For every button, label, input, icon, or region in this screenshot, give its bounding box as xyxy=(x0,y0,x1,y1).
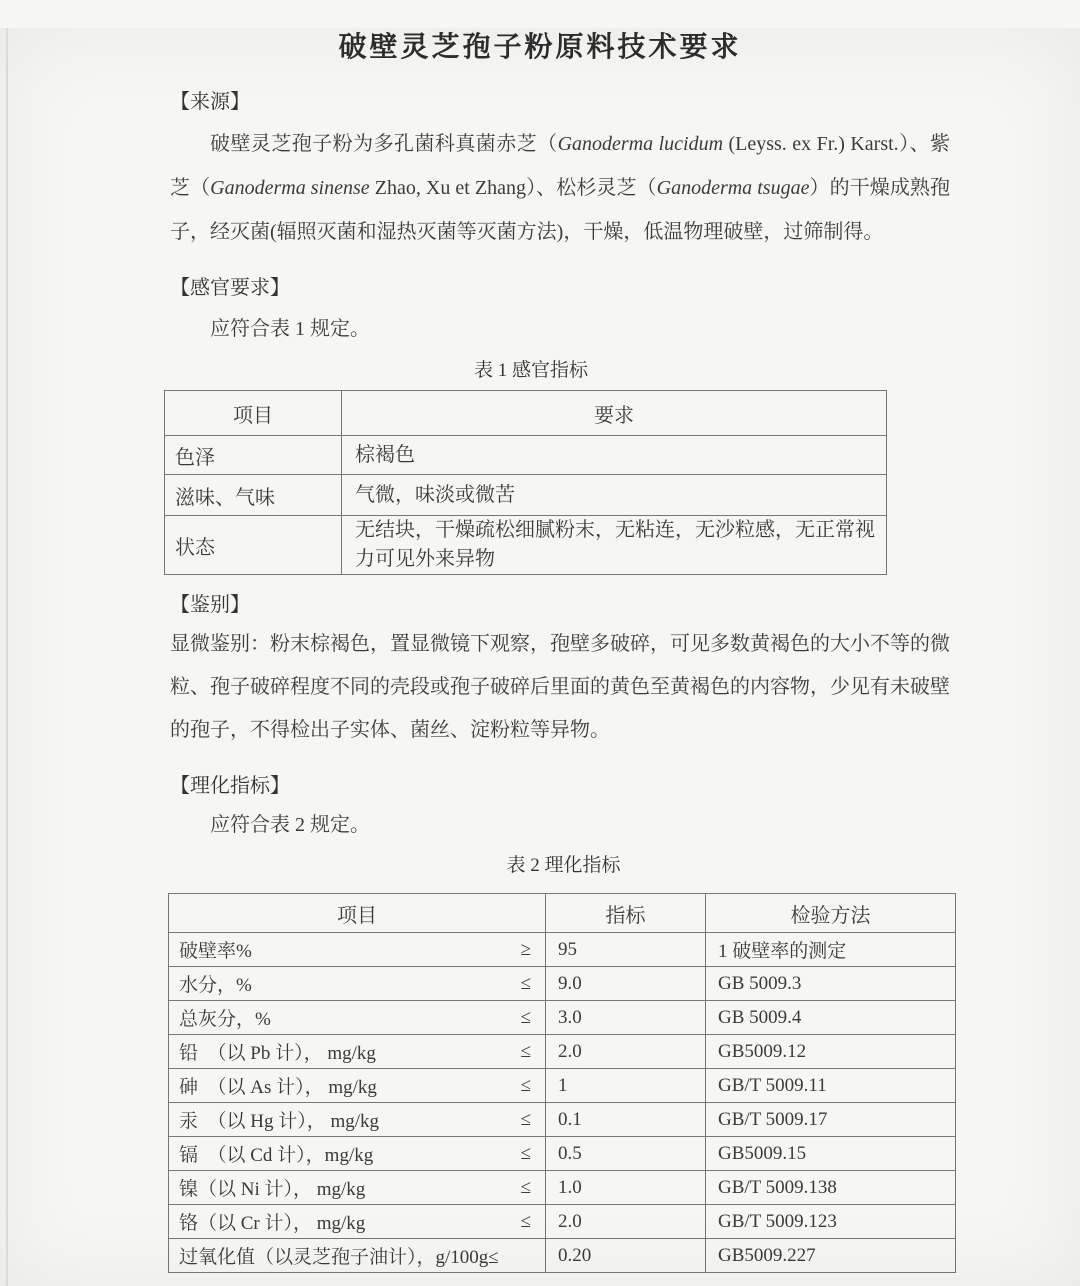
table-row xyxy=(169,1205,956,1239)
item-label: 过氧化值（以灵芝孢子油计），g/100g≤ xyxy=(179,1247,499,1268)
table-header-item: 项目 xyxy=(165,391,342,436)
table-cell-indicator: 0.20 xyxy=(546,1239,706,1273)
table-row xyxy=(169,967,956,1001)
comparison-symbol: ≤ xyxy=(520,972,531,994)
table-row xyxy=(165,475,887,516)
page-title: 破壁灵芝孢子粉原料技术要求 xyxy=(338,31,742,62)
section-heading-physchem: 【理化指标】 xyxy=(170,775,290,797)
table-cell-requirement: 气微，味淡或微苦 xyxy=(342,475,887,516)
document-body xyxy=(170,88,950,1273)
table-cell-method: GB/T 5009.123 xyxy=(706,1205,956,1239)
item-label: 镉 （以 Cd 计），mg/kg xyxy=(179,1145,374,1166)
table-cell-method: GB5009.227 xyxy=(706,1239,956,1273)
table-cell-indicator: 1.0 xyxy=(546,1171,706,1205)
table-header-row xyxy=(165,391,887,436)
section-heading-source: 【来源】 xyxy=(170,91,250,113)
table-cell-indicator: 0.5 xyxy=(546,1137,706,1171)
table-cell-item xyxy=(169,1072,545,1099)
table-cell-item xyxy=(169,1106,545,1133)
source-text-segment: Zhao, Xu et Zhang）、松杉灵芝（ xyxy=(369,177,657,199)
table-cell-indicator: 3.0 xyxy=(546,1001,706,1035)
item-label: 水分，% xyxy=(179,975,252,996)
table-cell-item xyxy=(169,970,545,997)
table-cell-method: 1 破壁率的测定 xyxy=(706,933,956,967)
table1-caption: 表 1 感官指标 xyxy=(473,360,588,381)
sensory-table xyxy=(164,390,887,575)
comparison-symbol: ≤ xyxy=(520,1108,531,1130)
table-cell-item xyxy=(169,1242,545,1269)
table2-caption: 表 2 理化指标 xyxy=(506,855,621,876)
table-row xyxy=(169,1103,956,1137)
identification-paragraph: 显微鉴别：粉末棕褐色，置显微镜下观察，孢壁多破碎，可见多数黄褐色的大小不等的微粒、孢子破碎程度不同的壳段或孢子破碎后里面的黄色至黄褐色的内容物，少见有未破壁的孢子，不得检出子实体、菌丝、淀粉粒等异物。 xyxy=(170,633,950,741)
table-cell-requirement: 无结块，干燥疏松细腻粉末，无粘连，无沙粒感，无正常视力可见外来异物 xyxy=(342,516,887,575)
table-cell-indicator: 95 xyxy=(546,933,706,967)
table-cell-method: GB 5009.3 xyxy=(706,967,956,1001)
table-row xyxy=(169,1035,956,1069)
table-cell-item xyxy=(169,1004,545,1031)
physchem-note: 应符合表 2 规定。 xyxy=(210,814,370,836)
table-cell-item xyxy=(169,1208,545,1235)
table-row xyxy=(169,1069,956,1103)
table-cell-indicator: 2.0 xyxy=(546,1035,706,1069)
source-text-segment: (Leyss. ex Fr.) Karst.）、紫芝（ xyxy=(170,133,951,199)
table-cell-method: GB/T 5009.138 xyxy=(706,1171,956,1205)
table-cell-item: 状态 xyxy=(165,516,342,575)
table-cell-item xyxy=(169,1140,545,1167)
scan-edge-line xyxy=(6,28,8,1286)
table-row xyxy=(169,1001,956,1035)
table-row xyxy=(169,1171,956,1205)
table-header-requirement: 要求 xyxy=(342,391,887,436)
item-label: 镍（以 Ni 计）， mg/kg xyxy=(179,1179,366,1200)
source-text-segment: 破壁灵芝孢子粉为多孔菌科真菌赤芝（ xyxy=(210,133,558,155)
comparison-symbol: ≤ xyxy=(520,1074,531,1096)
physchem-table xyxy=(168,893,956,1273)
table-cell-indicator: 2.0 xyxy=(546,1205,706,1239)
table-row xyxy=(169,933,956,967)
table-header-item: 项目 xyxy=(169,894,546,933)
table-cell-indicator: 9.0 xyxy=(546,967,706,1001)
comparison-symbol: ≤ xyxy=(520,1176,531,1198)
latin-name-ganoderma-sinense: Ganoderma sinense xyxy=(210,177,370,199)
item-label: 铅 （以 Pb 计）， mg/kg xyxy=(179,1043,376,1064)
section-heading-identification: 【鉴别】 xyxy=(170,594,250,616)
latin-name-ganoderma-tsugae: Ganoderma tsugae xyxy=(656,177,810,199)
comparison-symbol: ≤ xyxy=(520,1006,531,1028)
table-header-method: 检验方法 xyxy=(706,894,956,933)
source-paragraph xyxy=(170,122,950,254)
item-label: 铬（以 Cr 计）， mg/kg xyxy=(179,1213,366,1234)
table-row xyxy=(169,1137,956,1171)
table-cell-method: GB/T 5009.17 xyxy=(706,1103,956,1137)
item-label: 破壁率% xyxy=(179,941,252,962)
table-cell-method: GB5009.12 xyxy=(706,1035,956,1069)
comparison-symbol: ≥ xyxy=(520,938,531,960)
table-row xyxy=(165,436,887,475)
table-cell-indicator: 0.1 xyxy=(546,1103,706,1137)
source-text-segment: ）的干燥成熟孢子，经灭菌(辐照灭菌和湿热灭菌等灭菌方法)，干燥，低温物理破壁，过筛制得。 xyxy=(170,177,950,243)
table-cell-item xyxy=(169,936,545,963)
item-label: 总灰分，% xyxy=(179,1009,271,1030)
table-cell-method: GB 5009.4 xyxy=(706,1001,956,1035)
table-cell-item xyxy=(169,1038,545,1065)
table-header-row xyxy=(169,894,956,933)
table-cell-item: 滋味、气味 xyxy=(165,475,342,516)
table-row xyxy=(169,1239,956,1273)
table-cell-item: 色泽 xyxy=(165,436,342,475)
comparison-symbol: ≤ xyxy=(520,1040,531,1062)
table-header-indicator: 指标 xyxy=(546,894,706,933)
item-label: 汞 （以 Hg 计）， mg/kg xyxy=(179,1111,380,1132)
section-heading-sensory: 【感官要求】 xyxy=(170,277,290,299)
comparison-symbol: ≤ xyxy=(520,1210,531,1232)
table-cell-item xyxy=(169,1174,545,1201)
comparison-symbol: ≤ xyxy=(520,1142,531,1164)
latin-name-ganoderma-lucidum: Ganoderma lucidum xyxy=(557,133,724,155)
table-cell-method: GB5009.15 xyxy=(706,1137,956,1171)
table-cell-indicator: 1 xyxy=(546,1069,706,1103)
item-label: 砷 （以 As 计）， mg/kg xyxy=(179,1077,377,1098)
table-cell-method: GB/T 5009.11 xyxy=(706,1069,956,1103)
sensory-note: 应符合表 1 规定。 xyxy=(210,318,370,340)
table-row xyxy=(165,516,887,575)
table-cell-requirement: 棕褐色 xyxy=(342,436,887,475)
